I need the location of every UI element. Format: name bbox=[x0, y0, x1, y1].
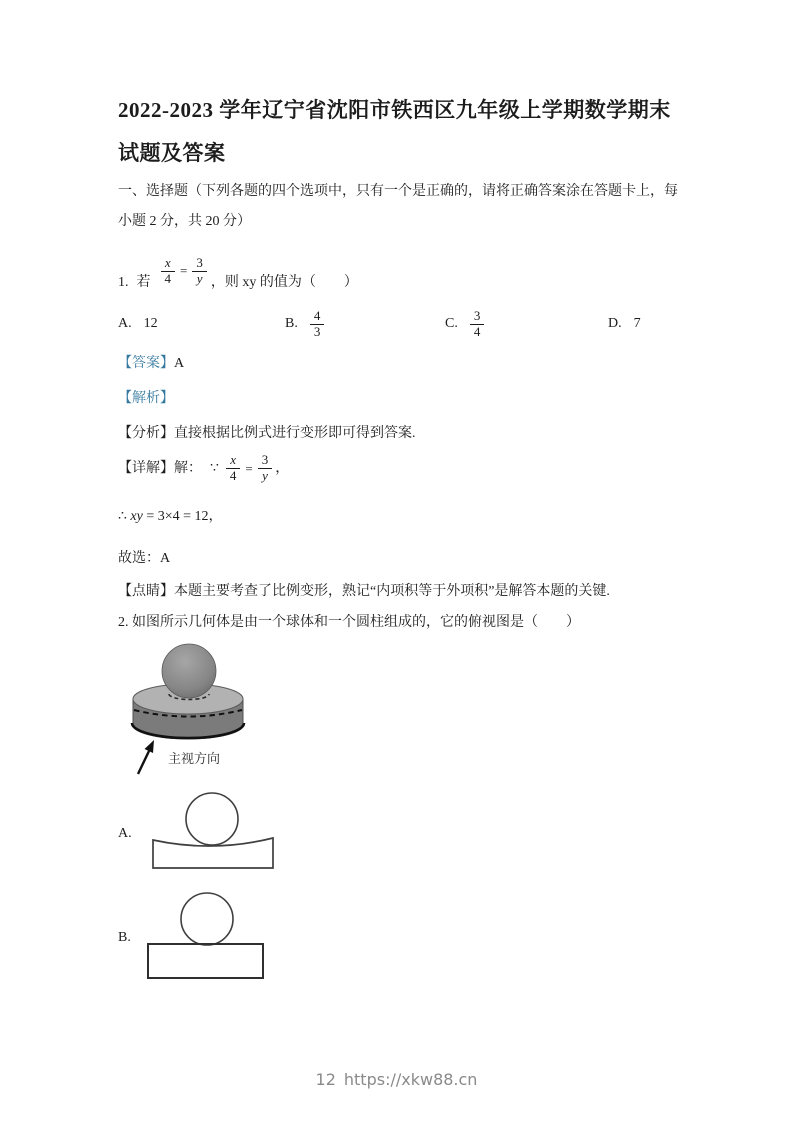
option-a-q1 bbox=[118, 306, 158, 342]
conclusion-row: 故选：A bbox=[118, 551, 171, 566]
fenxi-tag: 【分析】 bbox=[118, 426, 174, 441]
answer-row bbox=[118, 355, 184, 372]
option-label: D. bbox=[608, 316, 622, 331]
because-symbol: ∵ bbox=[210, 460, 219, 476]
option-label: B. bbox=[285, 316, 298, 331]
fraction-3-over-4: $\frac{3}{4}$ bbox=[470, 309, 485, 340]
note-row bbox=[118, 583, 698, 600]
question-1-suffix: ，则 xy 的值为（ ） bbox=[210, 275, 358, 290]
view-direction-arrow bbox=[138, 751, 149, 774]
rectangle bbox=[148, 944, 263, 978]
section-heading-line-2: 小题 2 分，共 20 分） bbox=[118, 214, 251, 229]
variable-xy: xy bbox=[130, 509, 143, 524]
fraction-3-over-y: $\frac{3}{y}$ bbox=[258, 453, 273, 484]
fenxi-text: 直接根据比例式进行变形即可得到答案. bbox=[174, 426, 416, 441]
page-title bbox=[118, 97, 698, 166]
therefore-row bbox=[118, 508, 223, 525]
option-value: 12 bbox=[143, 316, 158, 331]
sphere-on-cylinder-figure bbox=[120, 638, 270, 796]
option-b-q1 bbox=[285, 306, 324, 342]
answer-tag: 【答案】 bbox=[118, 356, 174, 371]
detail-row bbox=[118, 447, 289, 489]
option-a-q2-label: A. bbox=[118, 826, 132, 841]
note-tag: 【点睛】 bbox=[118, 584, 174, 599]
option-c-q1 bbox=[445, 306, 484, 342]
detail-comma: ， bbox=[275, 460, 290, 476]
view-direction-label: 主视方向 bbox=[168, 751, 221, 766]
jiexi-tag: 【解析】 bbox=[118, 391, 174, 406]
question-2: 2. 如图所示几何体是由一个球体和一个圆柱组成的，它的俯视图是（ ） bbox=[118, 615, 580, 630]
option-b-figure bbox=[140, 890, 280, 985]
equals-sign: = bbox=[245, 460, 253, 476]
circle bbox=[186, 793, 238, 845]
page-number: 12 bbox=[315, 1070, 336, 1089]
note-text: 本题主要考查了比例变形，熟记“内项积等于外项积”是解答本题的关键. bbox=[174, 584, 610, 599]
detail-prefix: 解： bbox=[174, 460, 202, 476]
title-line-2: 试题及答案 bbox=[118, 141, 226, 165]
fraction-x-over-4: $\frac{x}{4}$ bbox=[226, 453, 241, 484]
equals-sign: = bbox=[180, 263, 188, 278]
arrowhead bbox=[145, 740, 155, 753]
jiexi-row bbox=[118, 390, 174, 407]
concave-top-slab bbox=[153, 838, 273, 868]
section-heading-line-1: 一、选择题（下列各题的四个选项中，只有一个是正确的，请将正确答案涂在答题卡上，每 bbox=[118, 184, 678, 199]
option-d-q1 bbox=[608, 306, 641, 342]
therefore-symbol: ∴ bbox=[118, 509, 127, 524]
answer-value: A bbox=[174, 356, 185, 371]
therefore-rest: = 3×4 = 12， bbox=[146, 509, 223, 524]
option-label: A. bbox=[118, 316, 132, 331]
fraction-4-over-3: $\frac{4}{3}$ bbox=[310, 309, 325, 340]
sphere bbox=[162, 644, 216, 698]
option-a-figure bbox=[140, 790, 295, 880]
title-line-1: 2022-2023 学年辽宁省沈阳市铁西区九年级上学期数学期末 bbox=[118, 98, 671, 122]
question-1 bbox=[118, 251, 358, 292]
fraction-3-over-y: $\frac{3}{y}$ bbox=[192, 256, 207, 287]
fraction-x-over-4: $\frac{x}{4}$ bbox=[161, 256, 176, 287]
option-b-q2-label: B. bbox=[118, 930, 131, 945]
option-value: 7 bbox=[633, 316, 641, 331]
fenxi-row bbox=[118, 425, 688, 442]
question-1-prefix: 若 bbox=[136, 275, 151, 290]
option-label: C. bbox=[445, 316, 458, 331]
site-url: https://xkw88.cn bbox=[343, 1070, 478, 1089]
page-footer bbox=[0, 1070, 793, 1089]
detail-tag: 【详解】 bbox=[118, 460, 174, 476]
question-1-number: 1. bbox=[118, 275, 129, 290]
circle bbox=[181, 893, 233, 945]
